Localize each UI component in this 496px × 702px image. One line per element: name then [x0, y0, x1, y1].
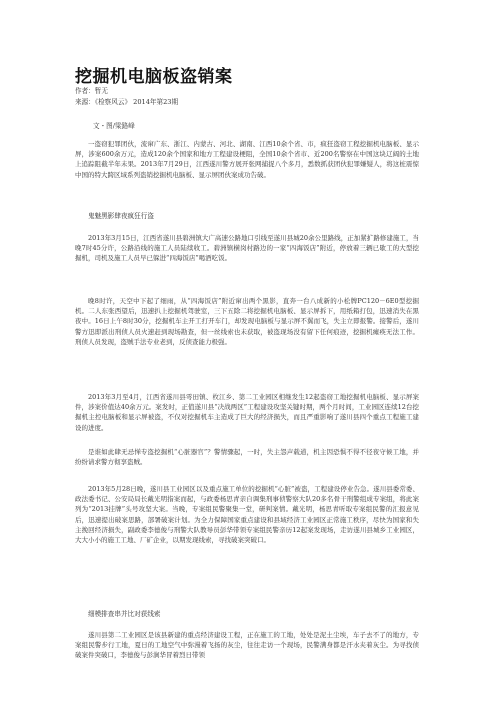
- article-title: 挖掘机电脑板盗销案: [75, 67, 233, 87]
- article-paragraph: 2013年3月至4月，江西省遂川县雩田镇、枚江乡、第二工业园区相继发生12起盗窃工地挖掘机电脑板、显示屏案件，涉案价值达40余万元。案发时，正值遂川县“决战两区”工程建设攻坚关键时期，两个月时间，工业园区连续12台挖掘机主控电脑板和显示屏被盗，不仅对挖掘机车主造成了巨大的经济损失，而且严重影响了遂川县四个重点工程施工建设的进度。: [75, 393, 419, 432]
- article-paragraph: 是谁如此肆无忌惮专盗挖掘机“心脏器官”？警情骤起，一时，失主怨声载道，机主因恐惧不得不径夜守候工地，并纷纷请求警方彻享盗贼。: [75, 448, 419, 467]
- article-paragraph: 一盗窃犯罪团伙，流窜广东、浙江、内蒙古、河北、湖南、江西10余个省、市，疯狂盗窃工程挖掘机电脑板、显示屏，涉案600余万元，造成120余个国家和地方工程建设梗阻，全国10余个省市、近200名警察在中国这块辽阔的土地上追踪阻截半年未果。2013年7月29日，江西遂川警方展开张网捕捉八个多月，悉数抓获团伙犯罪嫌疑人，将这桩震惊中国的特大跨区域系列盗销挖掘机电脑板、显示屏团伙案成功告破。: [75, 140, 419, 179]
- article-paragraph: 2013年3月15日，江西省遂川县碧洲镇大广高速公路地口引线至遂川县城20余公里路线，正加紧扩路修建施工，当晚7时45分许，公路沿线的施工人员陆续收工。碧洲镇横岗村路边的一家“四海饭店”附近，停放着三辆已歇工的大型挖掘机，司机及施工人员早已躲进“四海饭店”喝酒吃饭。: [75, 234, 419, 263]
- author-line: 作者：暂无: [75, 87, 108, 95]
- section-heading: 鬼魅黑影肆夜疯狂行盗: [88, 212, 154, 220]
- byline: 文・图/梁路峰: [93, 122, 135, 130]
- article-paragraph: 遂川县第二工业园区是该县新建的重点经济建设工程，正在施工的工地，处处是泥土尘埃，车子去不了的地方，专案组民警步行工地，夏日的工地空气中弥漫着飞扬的灰尘，往往走访一个现场，民警满身都是汗水夹着灰尘。为寻找侦破案件突破口，李德俊与彭涧华冒着烈日带领: [75, 631, 419, 660]
- article-paragraph: 晚8时许，天空中下起了细雨，从“四海饭店”附近窜出两个黑影，直奔一台八成新的小松牌PC120－6E0型挖掘机。二人东张西望后，迅速扒上挖掘机驾驶室，三下五除二将挖掘机电脑板、显示屏拆下，用纸箱打包，迅速消失在黑夜中。16日上午8时30分，挖掘机车主开工打开车门，却发现电脑板与显示屏不翼而飞，失主立即报警。接警后，遂川警方迅即派出刑侦人员火速赶到现场勘查，但一丝线索也未获取，被盗现场没有留下任何痕迹，挖掘机瘫痪无法工作。刑侦人员发现，盗贼手法专业老到，反侦查能力极强。: [75, 297, 419, 346]
- source-line: 来源：《检察风云》 2014年第23期: [75, 98, 179, 106]
- article-paragraph: 2013年5月28日晚，遂川县工业园区以及重点施工单位的挖掘机“心脏”被盗，工程建设停业告急。遂川县委常委、政法委书记、公安局局长戴光明指案而起，与政委杨思青亲自调集刑事侦警察大队20多名骨干刑警组成专案组，将此案列为“2013挂牌”头号攻坚大案。当晚，专案组民警聚集一堂，研判案情。戴光明，杨思青听取专案组民警的汇报意见后，迅速提出破案思路，部署破案计划。为全力保障国家重点建设和县域经济工业园区正常施工秩序，尽快为国家和失主挽回经济损失，副政委李德俊与刑警大队教导员彭华带领专案组民警亲历12起案发现场，走访遂川县城乡工业园区，大大小小的施工工地、厂矿企业，以期发现线索，寻找破案突破口。: [75, 485, 419, 545]
- section-heading: 细模排查串并比对获线索: [88, 610, 161, 618]
